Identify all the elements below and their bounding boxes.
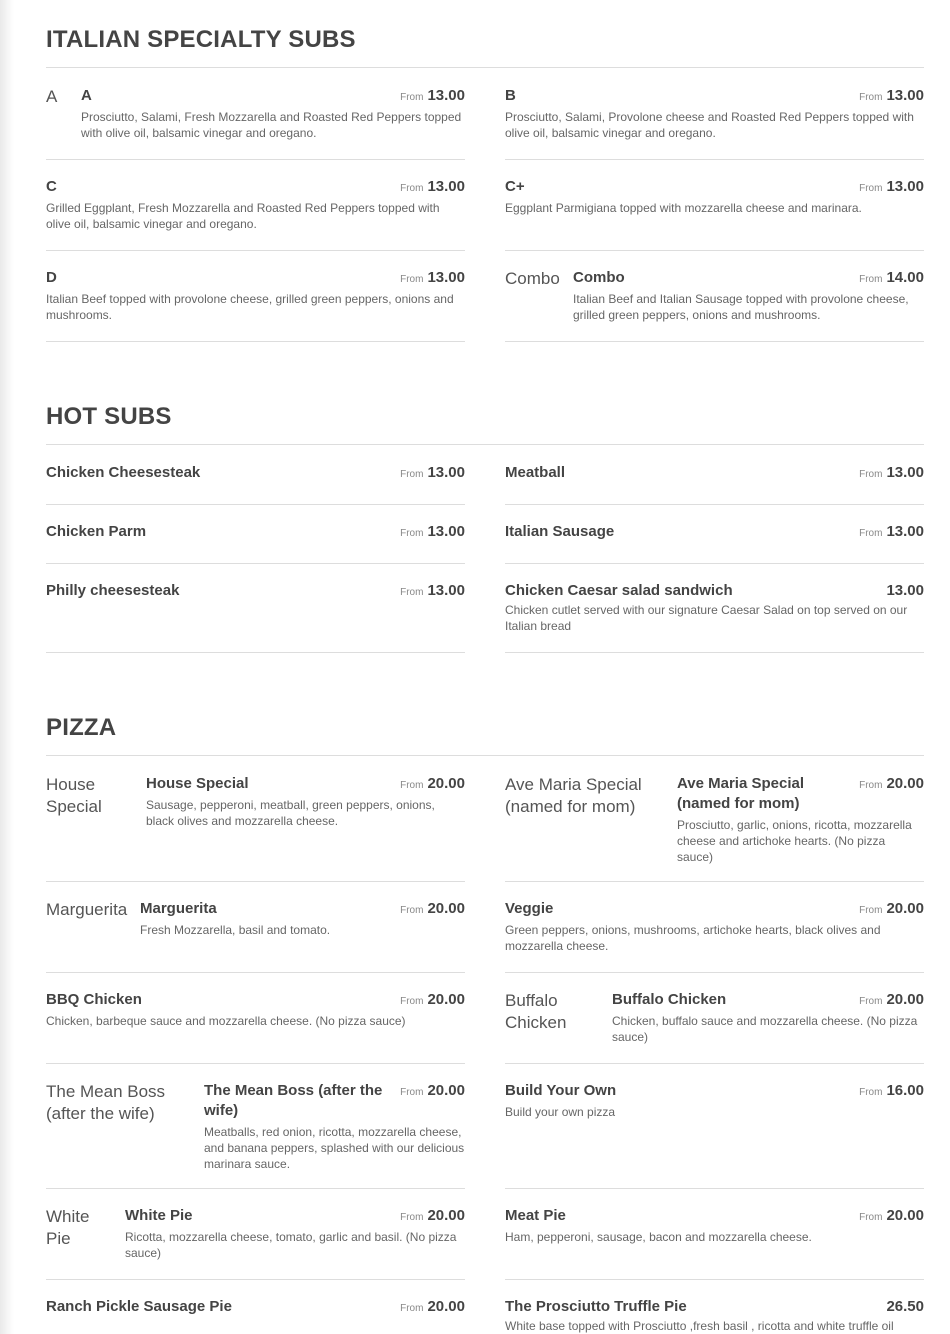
- item-image: Combo: [505, 269, 560, 288]
- item-price: From 16.00: [859, 1082, 924, 1099]
- item-name: B: [505, 87, 516, 104]
- item-price: From 14.00: [859, 269, 924, 286]
- item-price: From 13.00: [400, 582, 465, 599]
- item-price: From 13.00: [859, 464, 924, 481]
- item-name: A: [81, 87, 92, 104]
- item-image: House Special: [46, 775, 102, 816]
- menu-item-meatball[interactable]: [505, 463, 924, 505]
- item-price: 13.00: [886, 582, 924, 599]
- menu-item-marguerita[interactable]: [46, 899, 465, 973]
- item-price: From 13.00: [400, 178, 465, 195]
- item-description: Prosciutto, Salami, Provolone cheese and Roasted Red Peppers topped with olive oil, balsamic vinegar and oregano.: [505, 110, 914, 140]
- item-name: Chicken Caesar salad sandwich: [505, 582, 733, 599]
- item-image: Ave Maria Special (named for mom): [505, 775, 642, 816]
- item-price: From 13.00: [400, 464, 465, 481]
- item-price: From 13.00: [400, 87, 465, 104]
- item-description: Fresh Mozzarella, basil and tomato.: [140, 923, 331, 937]
- item-name: C+: [505, 178, 525, 195]
- item-price: From 20.00: [859, 775, 924, 792]
- menu-item-d[interactable]: [46, 268, 465, 342]
- menu-item-ranch-pickle-sausage-pie[interactable]: [46, 1297, 465, 1334]
- item-description: Italian Beef topped with provolone cheese, grilled green peppers, onions and mushrooms.: [46, 292, 454, 322]
- menu-item-a[interactable]: [46, 86, 465, 160]
- item-price: From 20.00: [400, 1207, 465, 1224]
- section-title-italian-specialty-subs: ITALIAN SPECIALTY SUBS: [46, 26, 356, 53]
- item-price: From 20.00: [400, 900, 465, 917]
- item-name: BBQ Chicken: [46, 991, 142, 1008]
- item-name: Chicken Cheesesteak: [46, 464, 201, 481]
- item-name: The Prosciutto Truffle Pie: [505, 1298, 687, 1315]
- item-description: Prosciutto, Salami, Fresh Mozzarella and Roasted Red Peppers topped with olive oil, balsamic vinegar and oregano.: [81, 110, 462, 140]
- item-price: From 13.00: [859, 523, 924, 540]
- menu-item-build-your-own[interactable]: [505, 1081, 924, 1189]
- menu-item-veggie[interactable]: [505, 899, 924, 973]
- item-description: Chicken, barbeque sauce and mozzarella cheese. (No pizza sauce): [46, 1014, 406, 1028]
- item-description: Grilled Eggplant, Fresh Mozzarella and Roasted Red Peppers topped with olive oil, balsamic vinegar and oregano.: [46, 201, 440, 231]
- item-name: Veggie: [505, 900, 554, 917]
- menu-item-buffalo-chicken[interactable]: [505, 990, 924, 1064]
- item-description: Meatballs, red onion, ricotta, mozzarella cheese, and banana peppers, splashed with our delicious marinara sauce.: [204, 1125, 465, 1171]
- item-description: Chicken, buffalo sauce and mozzarella cheese. (No pizza sauce): [612, 1014, 918, 1044]
- item-price: From 13.00: [400, 269, 465, 286]
- item-name: Ave Maria Special (named for mom): [677, 775, 805, 812]
- item-name: Build Your Own: [505, 1082, 617, 1099]
- menu-item-italian-sausage[interactable]: [505, 522, 924, 564]
- item-description: Prosciutto, garlic, onions, ricotta, mozzarella cheese and artichoke hearts. (No pizza sauce): [677, 818, 912, 864]
- menu-item-meat-pie[interactable]: [505, 1206, 924, 1280]
- menu-item-combo[interactable]: [505, 268, 924, 342]
- item-description: Ham, pepperoni, sausage, bacon and mozzarella cheese.: [505, 1230, 812, 1244]
- item-price: From 20.00: [400, 991, 465, 1008]
- menu-item-house-special[interactable]: [46, 774, 465, 882]
- item-price: From 13.00: [400, 523, 465, 540]
- item-description: White base topped with Prosciutto ,fresh basil , ricotta and white truffle oil: [505, 1319, 894, 1333]
- item-price: From 20.00: [400, 1298, 465, 1315]
- item-name: Philly cheesesteak: [46, 582, 180, 599]
- sidebar-edge: [0, 0, 14, 1334]
- item-name: House Special: [146, 775, 249, 792]
- item-price: From 20.00: [400, 775, 465, 792]
- item-name: White Pie: [125, 1207, 193, 1224]
- item-name: Combo: [573, 269, 625, 286]
- section-divider: [46, 444, 924, 445]
- item-name: Ranch Pickle Sausage Pie: [46, 1298, 232, 1315]
- item-image: The Mean Boss (after the wife): [46, 1082, 166, 1123]
- menu-item-c-plus[interactable]: [505, 177, 924, 251]
- menu-item-b[interactable]: [505, 86, 924, 160]
- item-image: White Pie: [46, 1207, 90, 1248]
- menu-item-ave-maria-special[interactable]: [505, 774, 924, 882]
- item-description: Green peppers, onions, mushrooms, artichoke hearts, black olives and mozzarella cheese.: [505, 923, 881, 953]
- item-name: D: [46, 269, 57, 286]
- item-name: Chicken Parm: [46, 523, 147, 540]
- item-name: C: [46, 178, 57, 195]
- item-price: From 13.00: [859, 178, 924, 195]
- item-image: A: [46, 87, 58, 106]
- item-price: From 13.00: [859, 87, 924, 104]
- menu-item-bbq-chicken[interactable]: [46, 990, 465, 1064]
- menu-item-c[interactable]: [46, 177, 465, 251]
- menu-item-chicken-caesar-salad-sandwich[interactable]: [505, 581, 924, 653]
- item-price: From 20.00: [400, 1082, 465, 1099]
- menu-item-chicken-cheesesteak[interactable]: [46, 463, 465, 505]
- menu-item-chicken-parm[interactable]: [46, 522, 465, 564]
- item-price: 26.50: [886, 1298, 924, 1315]
- item-name: Buffalo Chicken: [612, 991, 727, 1008]
- section-divider: [46, 67, 924, 68]
- item-name: Meat Pie: [505, 1207, 566, 1224]
- item-description: Italian Beef and Italian Sausage topped with provolone cheese, grilled green peppers, onions and mushrooms.: [573, 292, 909, 322]
- menu-item-white-pie[interactable]: [46, 1206, 465, 1280]
- menu-item-the-prosciutto-truffle-pie[interactable]: [505, 1297, 924, 1334]
- item-description: Ricotta, mozzarella cheese, tomato, garlic and basil. (No pizza sauce): [125, 1230, 457, 1260]
- item-name: Meatball: [505, 464, 566, 481]
- item-name: Italian Sausage: [505, 523, 615, 540]
- section-title-hot-subs: HOT SUBS: [46, 403, 172, 430]
- item-name: Marguerita: [140, 900, 217, 917]
- item-price: From 20.00: [859, 1207, 924, 1224]
- section-title-pizza: PIZZA: [46, 714, 117, 741]
- item-price: From 20.00: [859, 991, 924, 1008]
- item-description: Sausage, pepperoni, meatball, green peppers, onions, black olives and mozzarella cheese.: [146, 798, 435, 828]
- item-name: The Mean Boss (after the wife): [204, 1082, 383, 1119]
- section-divider: [46, 755, 924, 756]
- menu-item-philly-cheesesteak[interactable]: [46, 581, 465, 653]
- item-price: From 20.00: [859, 900, 924, 917]
- menu-item-the-mean-boss[interactable]: [46, 1081, 465, 1189]
- item-image: Buffalo Chicken: [505, 991, 567, 1032]
- item-image: Marguerita: [46, 900, 128, 919]
- item-description: Build your own pizza: [505, 1105, 616, 1119]
- item-description: Eggplant Parmigiana topped with mozzarella cheese and marinara.: [505, 201, 862, 215]
- item-description: Chicken cutlet served with our signature Caesar Salad on top served on our Italian bread: [505, 603, 908, 633]
